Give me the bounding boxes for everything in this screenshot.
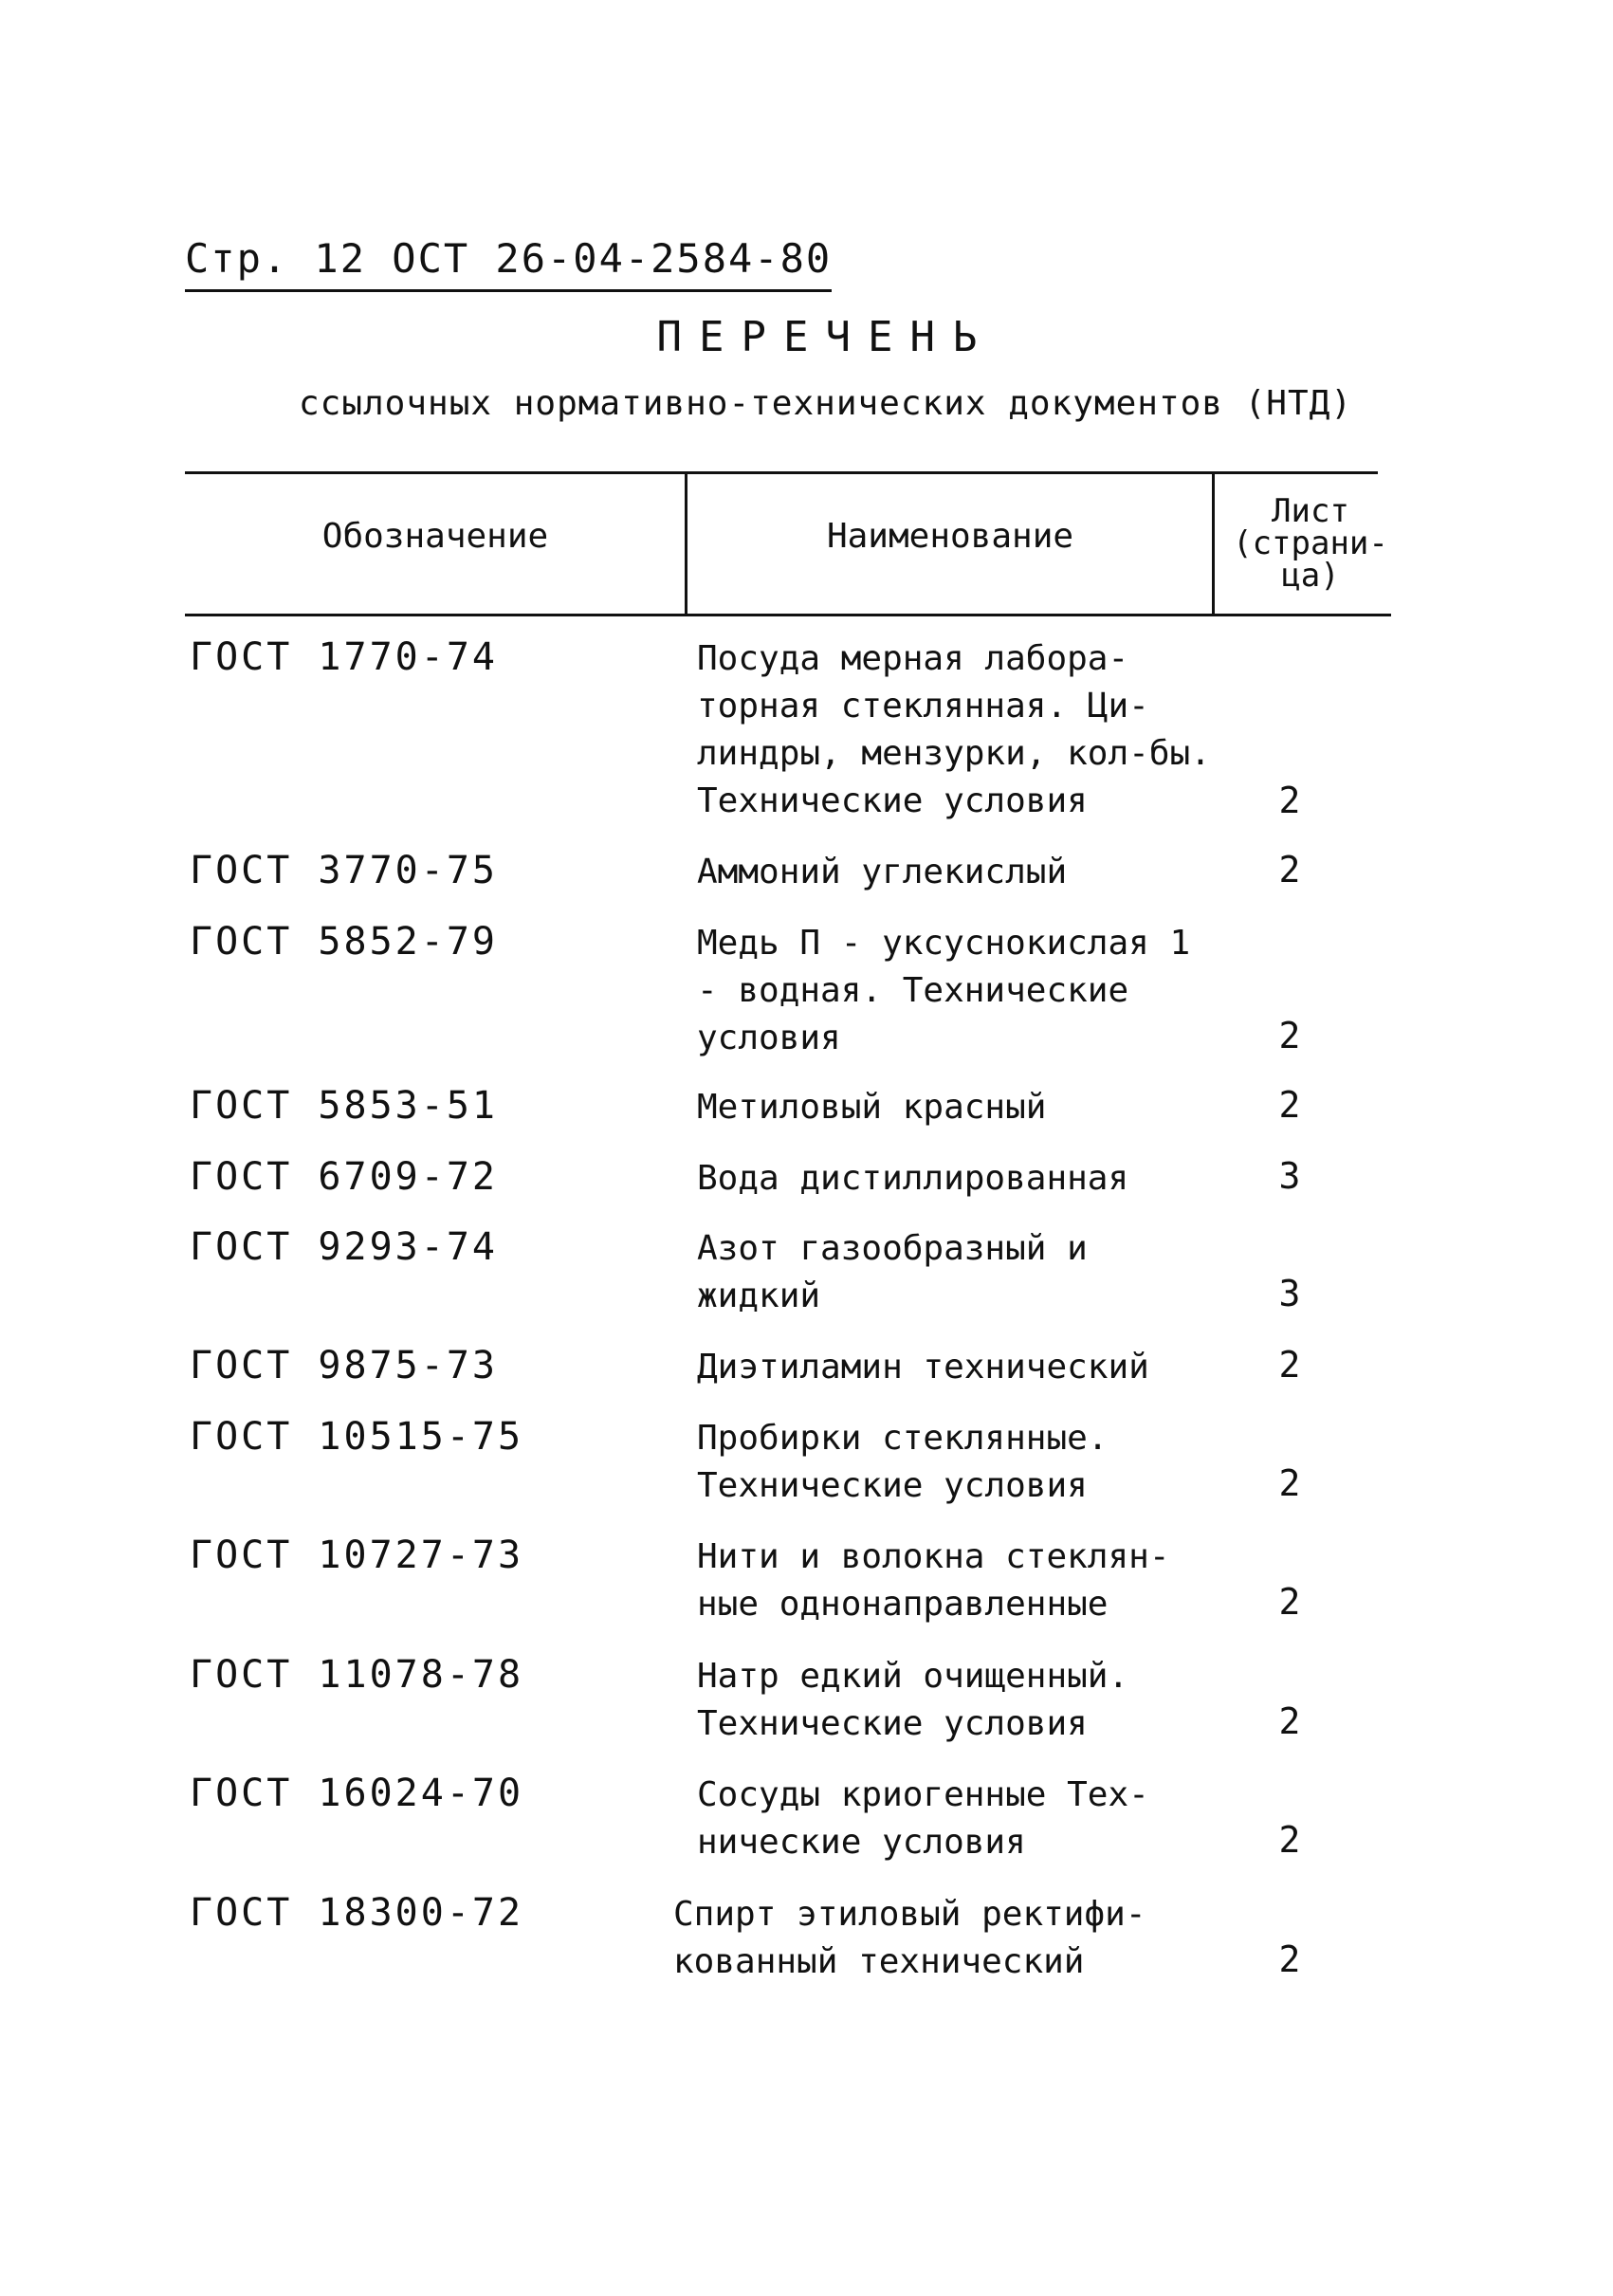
row-code: ГОСТ 9875-73 (190, 1344, 498, 1387)
row-code: ГОСТ 5852-79 (190, 920, 498, 964)
row-sheet: 2 (1278, 849, 1301, 891)
row-name: Метиловый красный (697, 1088, 1047, 1127)
row-sheet: 2 (1278, 1819, 1301, 1861)
row-code: ГОСТ 18300-72 (190, 1891, 524, 1935)
document-title: ПЕРЕЧЕНЬ (656, 313, 995, 361)
row-code: ГОСТ 10727-73 (190, 1534, 524, 1577)
row-name: Посуда мерная лабора-торная стеклянная. Ци-линдры, мензурки, кол-бы. Технические условия (697, 639, 1211, 820)
row-name: Спирт этиловый ректифи-кованный технический (673, 1895, 1146, 1981)
row-sheet: 2 (1278, 1938, 1301, 1980)
column-header-name: Наименование (826, 517, 1074, 556)
row-name: Вода дистиллированная (697, 1159, 1129, 1198)
column-divider-1 (685, 471, 687, 614)
row-name: Натр едкий очищенный. Технические условия (697, 1657, 1129, 1743)
table-header-bottom-rule (185, 614, 1391, 616)
row-code: ГОСТ 3770-75 (190, 849, 498, 892)
column-header-sheet (1225, 492, 1396, 595)
row-code: ГОСТ 6709-72 (190, 1155, 498, 1199)
table-top-rule (185, 471, 1378, 474)
row-sheet: 2 (1278, 1344, 1301, 1386)
row-name: Пробирки стеклянные. Технические условия (697, 1419, 1109, 1505)
row-code: ГОСТ 1770-74 (190, 635, 498, 679)
row-name: Сосуды криогенные Тех-нические условия (697, 1775, 1149, 1862)
row-sheet: 2 (1278, 1084, 1301, 1126)
row-sheet: 2 (1278, 1462, 1301, 1504)
row-name: Аммоний углекислый (697, 853, 1068, 891)
row-code: ГОСТ 9293-74 (190, 1225, 498, 1269)
column-header-sheet-line3: ца) (1281, 557, 1340, 595)
row-sheet: 2 (1278, 1015, 1301, 1056)
column-header-designation: Обозначение (321, 517, 549, 556)
row-sheet: 2 (1278, 1581, 1301, 1623)
column-header-sheet-line2: (страни- (1233, 524, 1388, 562)
row-sheet: 3 (1278, 1155, 1301, 1197)
column-header-sheet-line1: Лист (1272, 492, 1349, 530)
row-sheet: 2 (1278, 1700, 1301, 1742)
row-sheet: 2 (1278, 780, 1301, 821)
page-header: Стр. 12 ОСТ 26-04-2584-80 (185, 235, 832, 292)
row-code: ГОСТ 11078-78 (190, 1653, 524, 1697)
column-divider-2 (1212, 471, 1215, 614)
row-name: Азот газообразный и жидкий (697, 1229, 1088, 1315)
row-code: ГОСТ 5853-51 (190, 1084, 498, 1128)
row-name: Диэтиламин технический (697, 1348, 1149, 1387)
row-code: ГОСТ 16024-70 (190, 1772, 524, 1815)
row-name: Медь П - уксуснокислая 1 - водная. Технические условия (697, 924, 1191, 1057)
document-subtitle: ссылочных нормативно-технических документов (НТД) (298, 384, 1353, 423)
row-name: Нити и волокна стеклян-ные однонаправленные (697, 1537, 1170, 1624)
row-code: ГОСТ 10515-75 (190, 1415, 524, 1459)
row-sheet: 3 (1278, 1273, 1301, 1314)
